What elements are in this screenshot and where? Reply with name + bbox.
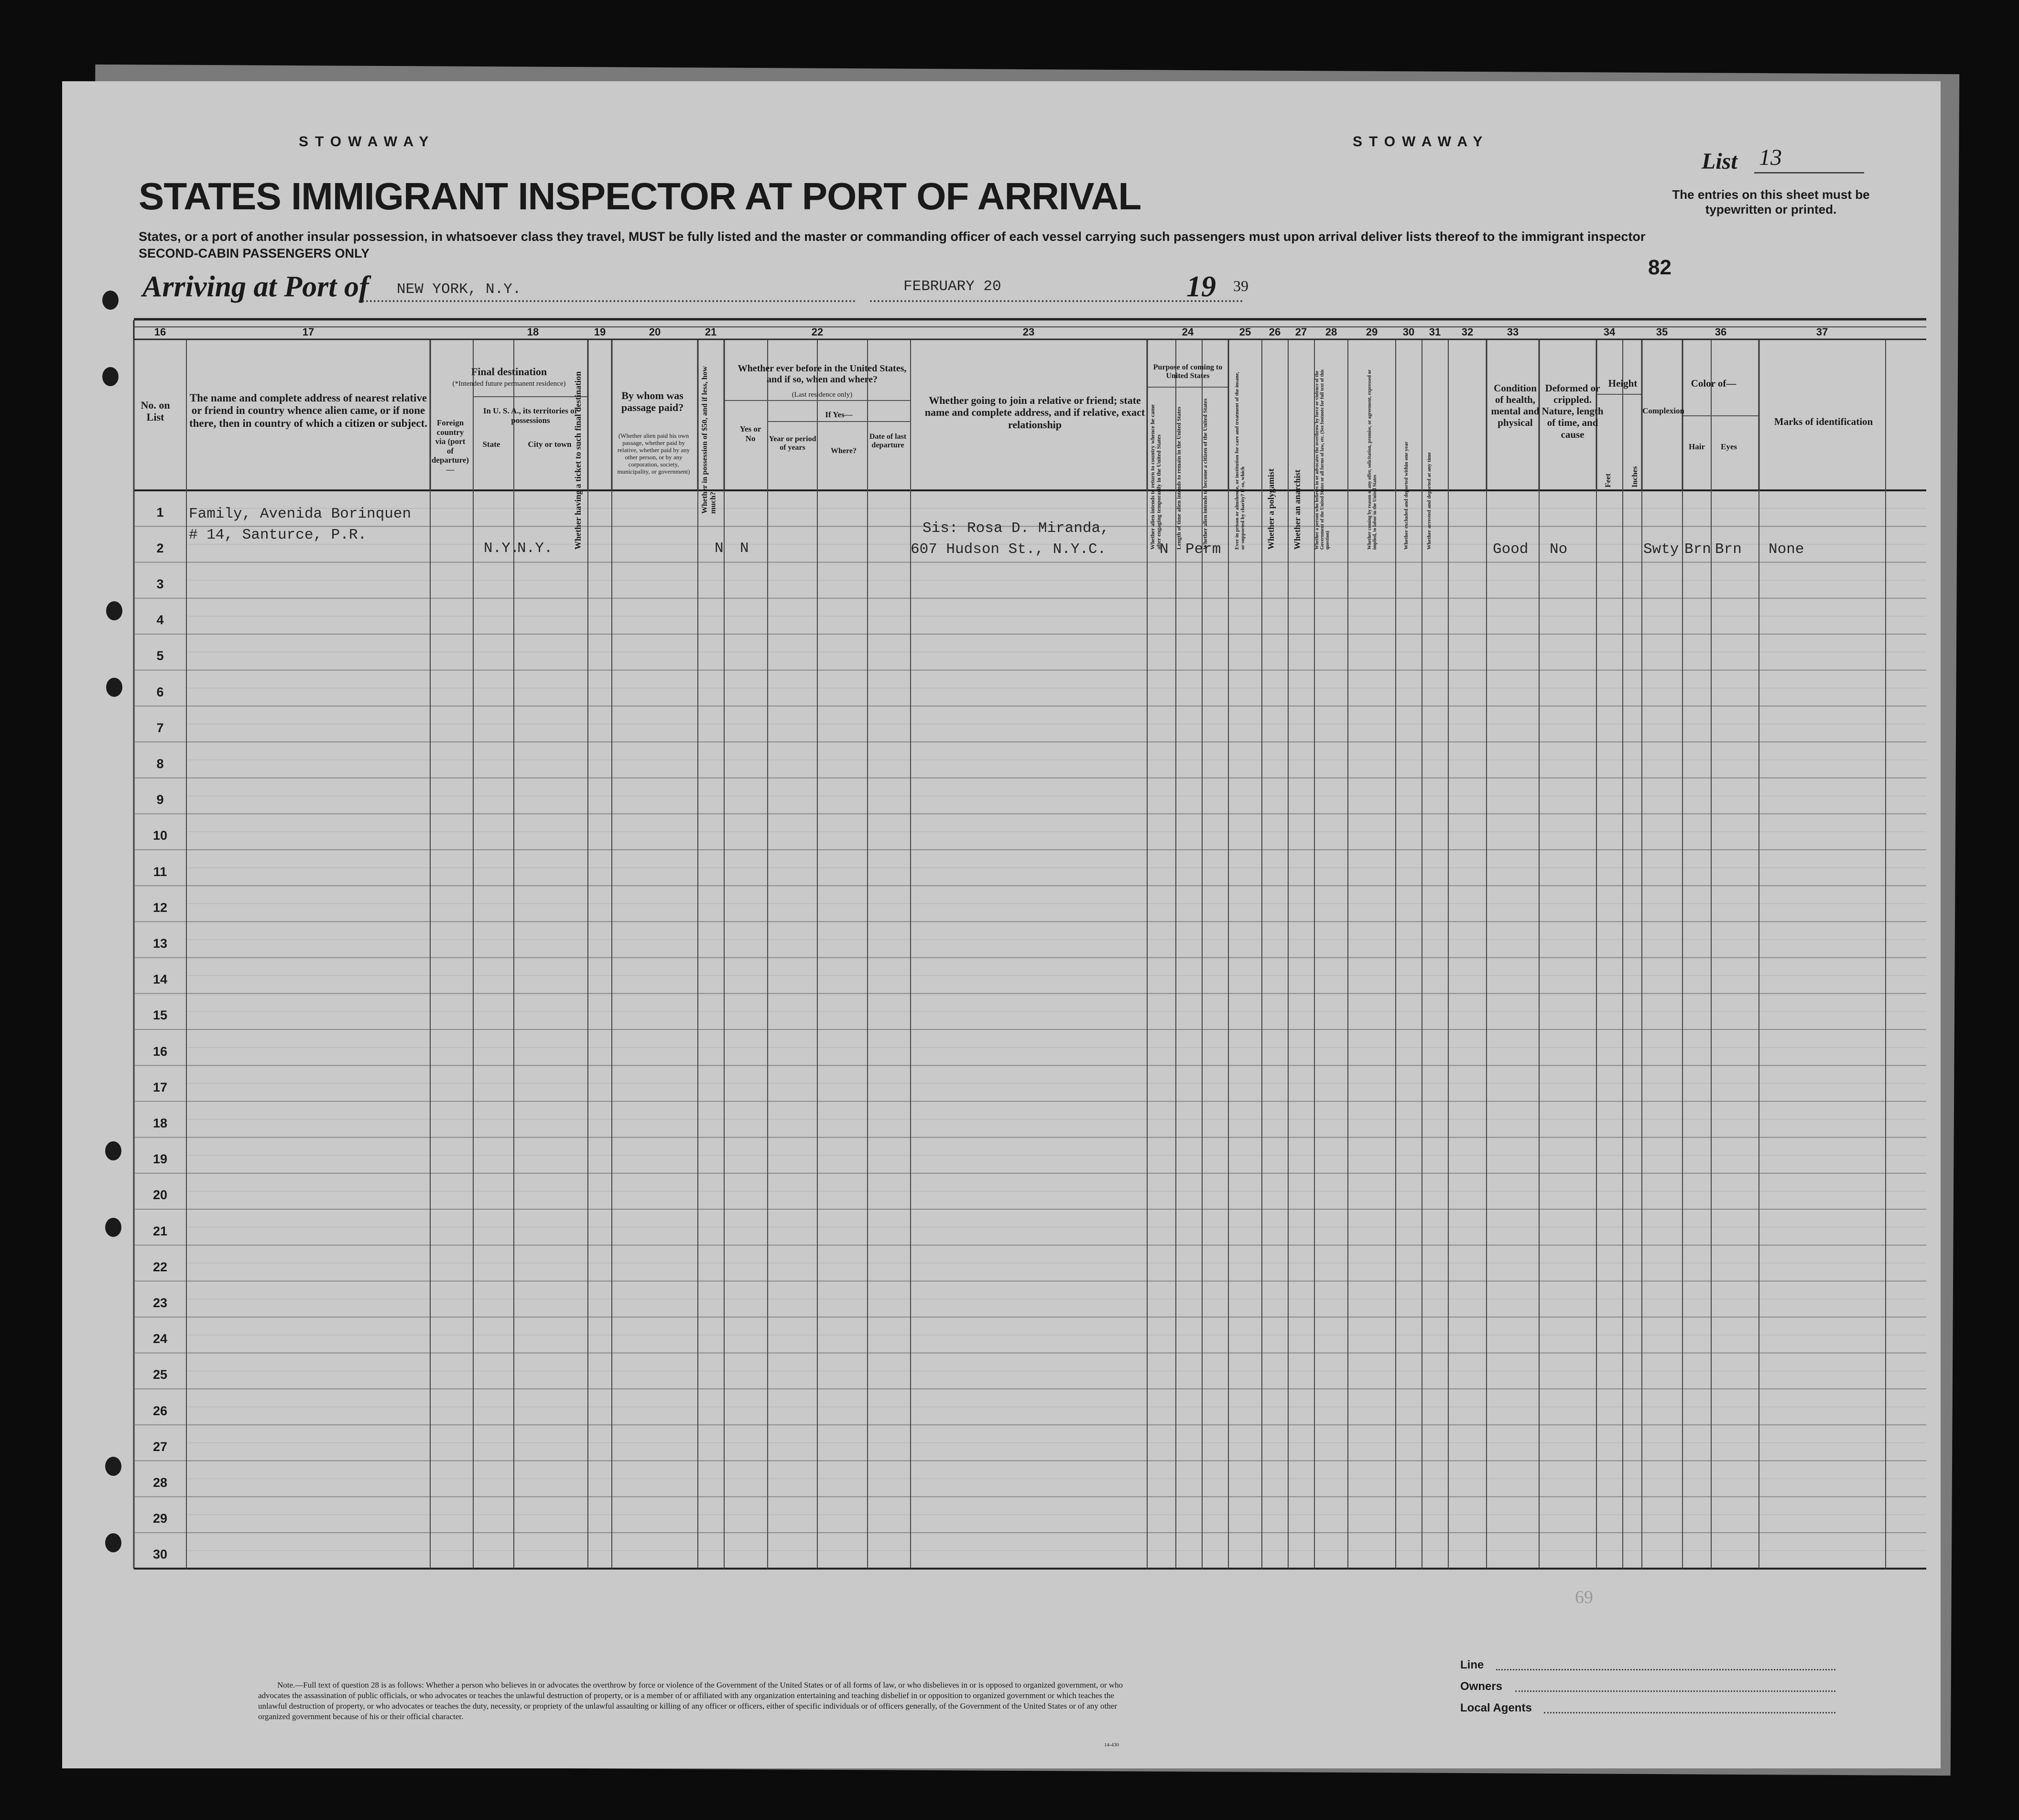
header-city: City or town <box>528 440 572 449</box>
header-final-destination-note: (*Intended future permanent residence) <box>452 380 566 388</box>
line-label: Line <box>1460 1658 1484 1671</box>
row-number: 10 <box>152 828 168 843</box>
header-eyes: Eyes <box>1721 442 1737 451</box>
header-relative-address: The name and complete address of nearest relative or friend in country whence alien came, or if none there, then in country of which a citizen or subject. <box>189 392 428 429</box>
header-height: Height <box>1608 378 1638 389</box>
row-number: 1 <box>156 505 164 520</box>
row-number: 20 <box>152 1188 168 1202</box>
column-number: 31 <box>1429 326 1441 338</box>
header-year-period: Year or period of years <box>769 435 816 452</box>
header-prison: Ever in prison or almshouse, or institution for care and treatment of the insane, or supported by charity? If so, which <box>1234 372 1246 550</box>
column-number: 32 <box>1461 326 1474 338</box>
column-number: 23 <box>1022 326 1035 338</box>
row-number: 29 <box>152 1511 168 1526</box>
row-number: 28 <box>152 1475 168 1490</box>
list-label: List <box>1702 149 1737 174</box>
header-where: Where? <box>831 447 857 455</box>
header-passage-paid: By whom was passage paid? <box>621 390 684 414</box>
header-ever-before: Whether ever before in the United States, and if so, when and where? <box>738 363 907 385</box>
column-number: 24 <box>1182 326 1194 338</box>
manifest-sheet <box>62 81 1941 1768</box>
header-purpose-a: Whether alien intends to return to country whence he came after engaging temporarily in the United States <box>1149 404 1162 550</box>
header-marks: Marks of identification <box>1774 416 1873 427</box>
sheet-number: 82 <box>1648 256 1672 279</box>
entry-relative-line2: # 14, Santurce, P.R. <box>189 527 367 543</box>
header-usa: In U. S. A., its territories or possessions <box>483 406 578 425</box>
header-no-on-list: No. on List <box>141 399 170 423</box>
header-inches: Inches <box>1631 466 1639 488</box>
header-question-28: Whether a person who believes in or advocates the overthrow by force or violence of the Government of the United States or all forms of law, etc. (See footnote for full text of this question) <box>1314 369 1330 550</box>
header-foreign-country: Foreign country via (port of departure)— <box>431 418 469 474</box>
column-number: 33 <box>1507 326 1519 338</box>
row-number: 19 <box>152 1152 168 1167</box>
header-last-departure: Date of last departure <box>869 433 907 450</box>
row-number: 21 <box>152 1224 168 1238</box>
header-yes-no: Yes or No <box>739 424 761 443</box>
header-final-destination: Final destination <box>471 366 547 378</box>
column-number: 16 <box>154 326 166 338</box>
header-ticket: Whether having a ticket to such final destination <box>573 371 583 550</box>
row-number: 25 <box>152 1367 168 1382</box>
row-number: 27 <box>152 1439 168 1454</box>
column-number: 17 <box>302 326 315 338</box>
header-arrested: Whether arrested and deported at any time <box>1426 452 1432 550</box>
form-subtitle-2: SECOND-CABIN PASSENGERS ONLY <box>139 246 370 260</box>
row-number: 22 <box>152 1259 168 1274</box>
entry-deformed: No <box>1550 541 1568 558</box>
form-subtitle: States, or a port of another insular possession, in whatsoever class they travel, MUST be fully listed and the master or commanding officer of each vessel carrying such passengers must upon arrival deliver lists thereof to the immigrant inspector <box>139 229 1646 244</box>
header-hair: Hair <box>1689 442 1705 451</box>
stowaway-label-left: STOWAWAY <box>299 134 435 150</box>
entry-complexion: Swty <box>1643 541 1679 558</box>
row-number: 12 <box>152 900 168 915</box>
entry-health: Good <box>1493 541 1529 558</box>
column-number: 34 <box>1603 326 1616 338</box>
form-title: STATES IMMIGRANT INSPECTOR AT PORT OF ARRIVAL <box>139 175 1141 217</box>
header-polygamist: Whether a polygamist <box>1266 468 1276 550</box>
entry-city: N.Y. <box>517 540 553 557</box>
entry-join-line1: Sis: Rosa D. Miranda, <box>923 520 1109 537</box>
header-excluded: Whether excluded and deported within one year <box>1403 441 1409 550</box>
header-purpose-b: Length of time alien intends to remain in the United States <box>1175 406 1182 550</box>
header-state: State <box>482 440 500 449</box>
header-purpose-c: Whether alien intends to become a citizen of the United States <box>1202 398 1208 550</box>
header-feet: Feet <box>1604 473 1612 488</box>
row-number: 24 <box>152 1332 168 1346</box>
entry-ever-before: N <box>740 540 749 557</box>
entry-relative-line1: Family, Avenida Borinquen <box>189 506 412 522</box>
row-number: 26 <box>152 1403 168 1418</box>
row-number: 8 <box>156 757 164 771</box>
entry-purpose-length: Perm <box>1185 541 1221 558</box>
row-number: 17 <box>152 1080 168 1094</box>
year-prefix: 19 <box>1186 271 1216 303</box>
column-number: 37 <box>1816 326 1828 338</box>
header-join-relative: Whether going to join a relative or friend; state name and complete address, and if relative, exact relationship <box>924 394 1145 431</box>
row-number: 4 <box>156 613 164 628</box>
row-number: 16 <box>152 1044 168 1059</box>
header-purpose: Purpose of coming to United States <box>1153 363 1223 380</box>
row-number: 2 <box>156 541 164 555</box>
row-number: 13 <box>152 936 168 951</box>
entry-marks: None <box>1769 541 1804 558</box>
entry-purpose-return: N <box>1160 541 1169 558</box>
entry-join-line2: 607 Hudson St., N.Y.C. <box>911 541 1107 558</box>
header-passage-note: (Whether alien paid his own passage, whether paid by relative, whether paid by any other person, or by any corporation, society, municipality, or government) <box>617 432 690 475</box>
port-name: NEW YORK, N.Y. <box>397 281 521 298</box>
stowaway-label-right: STOWAWAY <box>1353 134 1489 150</box>
column-number: 28 <box>1325 326 1337 338</box>
header-if-yes: If Yes— <box>825 410 853 419</box>
form-number: 14-430 <box>1104 1742 1119 1748</box>
row-number: 14 <box>152 972 168 987</box>
arrival-date: FEBRUARY 20 <box>903 278 1001 295</box>
entry-hair: Brn <box>1684 541 1711 558</box>
header-fifty-dollars: Whether in possession of $50, and if less, how much? <box>701 366 717 514</box>
entries-note: The entries on this sheet must be typewritten or printed. <box>1672 187 1870 217</box>
column-number: 30 <box>1402 326 1415 338</box>
column-number: 27 <box>1295 326 1307 338</box>
column-number: 35 <box>1656 326 1668 338</box>
column-number: 36 <box>1715 326 1727 338</box>
row-number: 11 <box>153 864 167 879</box>
row-number: 15 <box>152 1008 168 1023</box>
header-deformed: Deformed or crippled. Nature, length of time, and cause <box>1541 382 1604 440</box>
entry-state: N.Y. <box>484 540 520 557</box>
column-number: 26 <box>1269 326 1281 338</box>
row-number: 3 <box>156 577 164 592</box>
owners-label: Owners <box>1460 1680 1503 1693</box>
column-number: 22 <box>811 326 824 338</box>
row-number: 7 <box>156 720 164 735</box>
row-number: 18 <box>152 1116 168 1131</box>
row-number: 23 <box>152 1296 168 1311</box>
column-number: 20 <box>649 326 661 338</box>
header-anarchist: Whether an anarchist <box>1292 469 1302 550</box>
header-last-residence: (Last residence only) <box>792 391 853 399</box>
row-number: 5 <box>156 649 164 663</box>
header-complexion: Complexion <box>1642 406 1684 415</box>
row-number: 6 <box>156 684 164 699</box>
row-number: 30 <box>152 1547 168 1562</box>
column-number: 29 <box>1366 326 1378 338</box>
header-labor-offer: Whether coming by reason of any offer, solicitation, promise, or agreement, expressed or implied, to labor in the United States <box>1367 369 1378 550</box>
local-agents-label: Local Agents <box>1460 1701 1532 1714</box>
column-number: 18 <box>527 326 539 338</box>
year-suffix: 39 <box>1233 277 1248 294</box>
row-number: 9 <box>156 792 164 807</box>
column-number: 19 <box>594 326 606 338</box>
column-number: 21 <box>705 326 717 338</box>
entry-eyes: Brn <box>1715 541 1742 558</box>
list-number: 13 <box>1759 145 1782 170</box>
column-number: 25 <box>1239 326 1251 338</box>
footnote-question-28: Note.—Full text of question 28 is as follows: Whether a person who believes in or advocates the overthrow by force or violence of the Government of the United States or of all forms of law, or who disbelieves in or is opposed to organized government, or who advocates the assassination of public officials, or who advocates or teaches the unlawful destruction of property, or is a member of or affiliated with any organization entertaining and teaching disbelief in or opposition to organized government or which teaches the unlawful destruction of property, or who advocates or teaches the duty, necessity, or propriety of the unlawful assaulting or killing of any officer or officers, either of specific individuals or of officers generally, of the Government of the United States or of any other organized government because of his or their official character. <box>258 1680 1123 1722</box>
entry-fifty-dollars: N <box>715 540 724 557</box>
header-color-of: Color of— <box>1691 378 1737 389</box>
header-health: Condition of health, mental and physical <box>1491 382 1540 429</box>
arriving-label: Arriving at Port of <box>142 271 369 303</box>
faded-stamp: 69 <box>1575 1587 1593 1607</box>
